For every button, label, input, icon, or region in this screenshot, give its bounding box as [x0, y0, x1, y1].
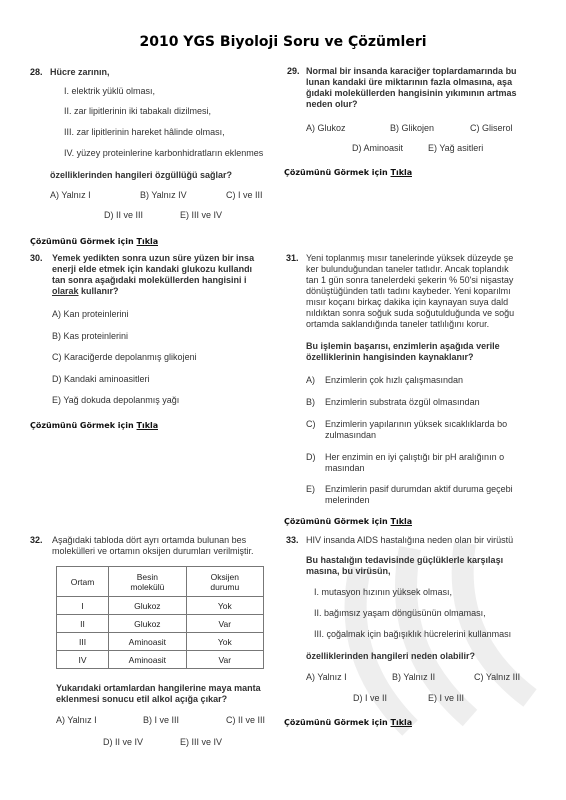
option-c[interactable]: C) Gliserol: [470, 123, 513, 133]
table-cell: Aminoasit: [109, 633, 187, 651]
question-prompt: eklenmesi sonucu etil alkol açığa çıkar?: [56, 694, 228, 704]
list-item: II. bağımsız yaşam döngüsünün olmaması,: [314, 608, 486, 618]
option-e-letter[interactable]: E): [306, 484, 315, 494]
option-d[interactable]: D) II ve IV: [103, 737, 144, 747]
option-e[interactable]: E) III ve IV: [180, 210, 223, 220]
page-title: 2010 YGS Biyoloji Soru ve Çözümleri: [139, 34, 427, 50]
question-line: ortamda saklandığında taneler tatlılığını korur.: [306, 319, 490, 329]
table-cell: Aminoasit: [109, 651, 187, 669]
table-cell: II: [57, 615, 109, 633]
option-a-letter[interactable]: A): [306, 375, 315, 385]
solution-link-30[interactable]: [30, 421, 158, 430]
question-prompt: Bu işlemin başarısı, enzimlerin aşağıda verile: [306, 341, 500, 351]
link-prefix: Çözümünü Görmek için: [284, 517, 388, 526]
table-row: [57, 633, 264, 651]
option-b[interactable]: B) Yalnız IV: [140, 190, 187, 200]
table-row: [57, 615, 264, 633]
option-b[interactable]: B) Yalnız II: [392, 672, 436, 682]
question-prompt: özelliklerinin hangisinden kaynaklanır?: [306, 352, 474, 362]
table-cell: Yok: [186, 633, 263, 651]
option-c[interactable]: C) II ve III: [226, 715, 266, 725]
solution-link-anchor[interactable]: Tıkla: [390, 718, 413, 727]
option-b[interactable]: Enzimlerin substrata özgül olmasından: [325, 397, 480, 407]
table-cell: IV: [57, 651, 109, 669]
option-e[interactable]: E) Yağ dokuda depolanmış yağı: [52, 395, 180, 405]
question-line: ğıdaki moleküllerden hangisinin yıkımının artmas: [306, 88, 517, 98]
table-header: Ortam: [57, 567, 109, 597]
table-cell: Var: [186, 651, 263, 669]
table-row: [57, 597, 264, 615]
question-line: lunan kandaki üre miktarının fazla olmasına, aşa: [306, 77, 513, 87]
question-stem: Hücre zarının,: [50, 67, 110, 77]
solution-link-anchor[interactable]: Tıkla: [136, 421, 159, 430]
list-item: III. çoğalmak için bağışıklık hücrelerini kullanması: [314, 629, 512, 639]
option-a[interactable]: A) Yalnız I: [56, 715, 97, 725]
table-cell: Glukoz: [109, 615, 187, 633]
option-c-cont: zulmasından: [325, 430, 377, 440]
question-line: Normal bir insanda karaciğer toplardamarında bu: [306, 66, 517, 76]
question-line: neden olur?: [306, 99, 358, 109]
question-stem: HIV insanda AIDS hastalığına neden olan bir virüstü: [306, 535, 514, 545]
question-prompt: masına, bu virüsün,: [306, 566, 391, 576]
question-line: tan sonra aşağıdaki moleküllerden hangisini i: [52, 275, 247, 285]
question-number: 32.: [30, 535, 43, 545]
option-a[interactable]: A) Yalnız I: [50, 190, 91, 200]
option-b[interactable]: B) Glikojen: [390, 123, 435, 133]
data-table: [56, 566, 264, 669]
option-d[interactable]: D) I ve II: [353, 693, 388, 703]
option-a[interactable]: Enzimlerin çok hızlı çalışmasından: [325, 375, 464, 385]
solution-link-33[interactable]: [284, 718, 412, 727]
question-line: mısır koçanı birkaç dakika için kaynayan suya dald: [306, 297, 509, 307]
option-e[interactable]: Enzimlerin pasif durumdan aktif duruma geçebi: [325, 484, 513, 494]
question-line: molekülleri ve ortamın oksijen durumları verilmiştir.: [52, 546, 254, 556]
question-number: 30.: [30, 253, 43, 263]
solution-link-28[interactable]: [30, 237, 158, 246]
question-number: 28.: [30, 67, 43, 77]
option-e[interactable]: E) III ve IV: [180, 737, 223, 747]
link-prefix: Çözümünü Görmek için: [30, 237, 134, 246]
question-line: dönüştüğünden tatlı tadını kaybeder. Yeni koparılmı: [306, 286, 511, 296]
list-item: II. zar lipitlerinin iki tabakalı dizilmesi,: [64, 106, 212, 116]
question-prompt: özelliklerinden hangileri neden olabilir?: [306, 651, 476, 661]
link-prefix: Çözümünü Görmek için: [284, 718, 388, 727]
option-b[interactable]: B) Kas proteinlerini: [52, 331, 129, 341]
table-header: Besin molekülü: [109, 567, 187, 597]
question-line: Aşağıdaki tabloda dört ayrı ortamda bulunan bes: [52, 535, 247, 545]
table-cell: Var: [186, 615, 263, 633]
table-cell: I: [57, 597, 109, 615]
list-item: I. mutasyon hızının yüksek olması,: [314, 587, 453, 597]
option-c-letter[interactable]: C): [306, 419, 316, 429]
option-a[interactable]: A) Glukoz: [306, 123, 346, 133]
question-line: nıldıktan sonra soğuk suda soğutulduğunda ve soğu: [306, 308, 515, 318]
table-row: [57, 651, 264, 669]
option-d[interactable]: D) II ve III: [104, 210, 144, 220]
question-prompt: özelliklerinden hangileri özgüllüğü sağlar?: [50, 170, 233, 180]
table-header: Oksijen durumu: [186, 567, 263, 597]
option-e[interactable]: E) I ve III: [428, 693, 465, 703]
list-item: I. elektrik yüklü olması,: [64, 86, 156, 96]
question-number: 31.: [286, 253, 299, 263]
question-prompt: Bu hastalığın tedavisinde güçlüklerle karşılaşı: [306, 555, 504, 565]
option-c[interactable]: C) Karaciğerde depolanmış glikojeni: [52, 352, 197, 362]
solution-link-29[interactable]: [284, 168, 412, 177]
question-line: olarak kullanır?: [52, 286, 119, 296]
question-number: 29.: [287, 66, 300, 76]
question-line: ker bulunduğundan taneler tatlıdır. Ancak toplandık: [306, 264, 509, 274]
list-item: IV. yüzey proteinlerine karbonhidratların eklenmes: [64, 148, 264, 158]
question-line: Yemek yedikten sonra uzun süre yüzen bir insa: [52, 253, 255, 263]
question-number: 33.: [286, 535, 299, 545]
option-d-letter[interactable]: D): [306, 452, 316, 462]
option-d-cont: masından: [325, 463, 365, 473]
link-prefix: Çözümünü Görmek için: [284, 168, 388, 177]
option-d[interactable]: Her enzimin en iyi çalıştığı bir pH aralığının o: [325, 452, 505, 462]
question-line: enerji elde etmek için kandaki glukozu kullandı: [52, 264, 253, 274]
option-c[interactable]: Enzimlerin yapılarının yüksek sıcaklıklarda bo: [325, 419, 508, 429]
option-d[interactable]: D) Aminoasit: [352, 143, 404, 153]
list-item: III. zar lipitlerinin hareket hâlinde olması,: [64, 127, 225, 137]
option-c[interactable]: C) I ve III: [226, 190, 263, 200]
option-c[interactable]: C) Yalnız III: [474, 672, 521, 682]
solution-link-anchor[interactable]: Tıkla: [390, 168, 413, 177]
solution-link-anchor[interactable]: Tıkla: [390, 517, 413, 526]
question-line: Yeni toplanmış mısır tanelerinde yüksek düzeyde şe: [306, 253, 514, 263]
link-prefix: Çözümünü Görmek için: [30, 421, 134, 430]
table-cell: III: [57, 633, 109, 651]
table-cell: Yok: [186, 597, 263, 615]
option-d[interactable]: D) Kandaki aminoasitleri: [52, 374, 150, 384]
option-e[interactable]: E) Yağ asitleri: [428, 143, 484, 153]
solution-link-anchor[interactable]: Tıkla: [136, 237, 159, 246]
solution-link-31[interactable]: [284, 517, 412, 526]
table-cell: Glukoz: [109, 597, 187, 615]
option-b[interactable]: B) I ve III: [143, 715, 180, 725]
option-a[interactable]: A) Kan proteinlerini: [52, 309, 129, 319]
option-e-cont: melerinden: [325, 495, 370, 505]
question-prompt: Yukarıdaki ortamlardan hangilerine maya manta: [56, 683, 261, 693]
underlined-word: olarak: [52, 286, 79, 296]
option-b-letter[interactable]: B): [306, 397, 315, 407]
option-a[interactable]: A) Yalnız I: [306, 672, 347, 682]
question-line: tan 1 gün sonra tanelerdeki şekerin % 50'si nişastay: [306, 275, 514, 285]
